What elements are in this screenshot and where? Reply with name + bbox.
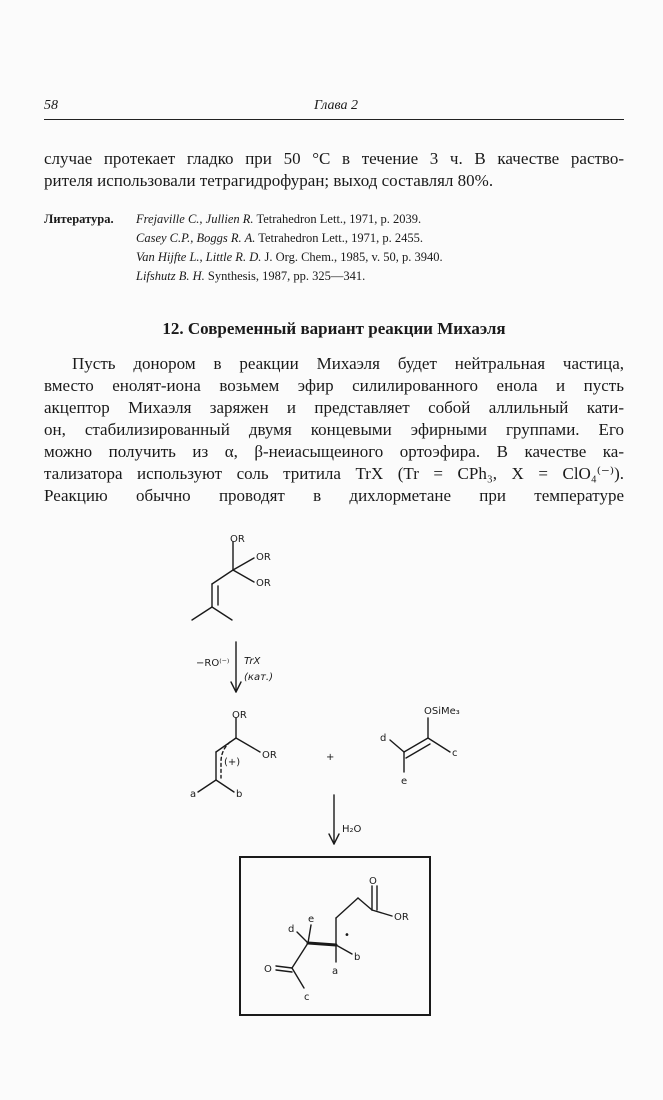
substituent-b-label: b: [236, 789, 243, 800]
reference-item: Casey C.P., Boggs R. A. Tetrahedron Lett., 1971, p. 2455.: [136, 231, 423, 245]
cation-charge-label: (+): [224, 757, 241, 768]
product-d-label: d: [288, 924, 295, 935]
body-paragraph: [44, 353, 624, 507]
catalyst-label: TrX: [244, 656, 261, 667]
chapter-title: Глава 2: [314, 98, 358, 113]
intro-paragraph: [44, 148, 624, 192]
product-o-label: O: [369, 876, 377, 887]
product-e-label: e: [308, 914, 315, 925]
substituent-d-label: d: [380, 733, 387, 744]
page-header: [44, 98, 624, 120]
body-line: тализатора используют соль тритила TrX (Tr = CPh₃, X = ClO₄⁽⁻⁾).: [44, 464, 624, 483]
body-line: Пусть донором в реакции Михаэля будет нейтральная частица,: [72, 354, 624, 373]
section-title: 12. Современный вариант реакции Михаэля: [162, 319, 506, 338]
product-or-label: OR: [394, 912, 409, 923]
product-o-label: O: [264, 964, 272, 975]
silyl-group-label: OSiMe₃: [424, 706, 460, 717]
body-line: вместо енолят-иона возьмем эфир силилированного енола и пусть: [44, 376, 624, 395]
body-line: Реакцию обычно проводят в дихлорметане при температуре: [44, 486, 624, 505]
water-label: H₂O: [342, 824, 362, 835]
product-stereocenter-dot: •: [344, 930, 350, 941]
body-line: акцептор Михаэля заряжен и представляет собой аллильный кати-: [44, 398, 624, 417]
body-line: можно получить из α, β-неиасыщеиного ортоэфира. В качестве ка-: [44, 442, 624, 461]
product-b-label: b: [354, 952, 361, 963]
cation-or-label: OR: [232, 710, 247, 721]
body-line: он, стабилизированный двумя концевыми эфирными группами. Его: [44, 420, 624, 439]
intro-line: случае протекает гладко при 50 °С в течение 3 ч. В качестве раство-: [44, 149, 624, 168]
silyl-enol-ether-structure: [390, 718, 450, 772]
page-number: 58: [44, 98, 58, 113]
reference-item: Frejaville C., Jullien R. Tetrahedron Lett., 1971, p. 2039.: [136, 212, 422, 226]
allyl-cation-structure: [198, 718, 260, 792]
intro-line: рителя использовали тетрагидрофуран; выход составлял 80%.: [44, 171, 494, 190]
product-c-label: c: [304, 992, 310, 1003]
reaction-arrow-2: [329, 795, 339, 844]
cation-or-label: OR: [262, 750, 277, 761]
reaction-arrow-1: [231, 642, 241, 692]
substituent-e-label: e: [401, 776, 408, 787]
header-rule: [44, 119, 624, 120]
product-box: [240, 857, 430, 1015]
leaving-group-label: −RO⁽⁻⁾: [196, 658, 230, 669]
condition-label: (кат.): [244, 672, 273, 683]
reaction-scheme: [0, 515, 663, 1035]
substituent-c-label: c: [452, 748, 458, 759]
substituent-a-label: a: [190, 789, 197, 800]
reference-item: Lifshutz B. H. Synthesis, 1987, pp. 325—341.: [136, 269, 366, 283]
reference-item: Van Hijfte L., Little R. D. J. Org. Chem., 1985, v. 50, p. 3940.: [136, 250, 443, 264]
orthoester-or-label: OR: [230, 534, 245, 545]
references-label: Литература.: [44, 212, 114, 226]
product-a-label: a: [332, 966, 339, 977]
orthoester-structure: [192, 542, 254, 620]
orthoester-or-label: OR: [256, 552, 271, 563]
orthoester-or-label: OR: [256, 578, 271, 589]
plus-sign: +: [326, 752, 335, 763]
